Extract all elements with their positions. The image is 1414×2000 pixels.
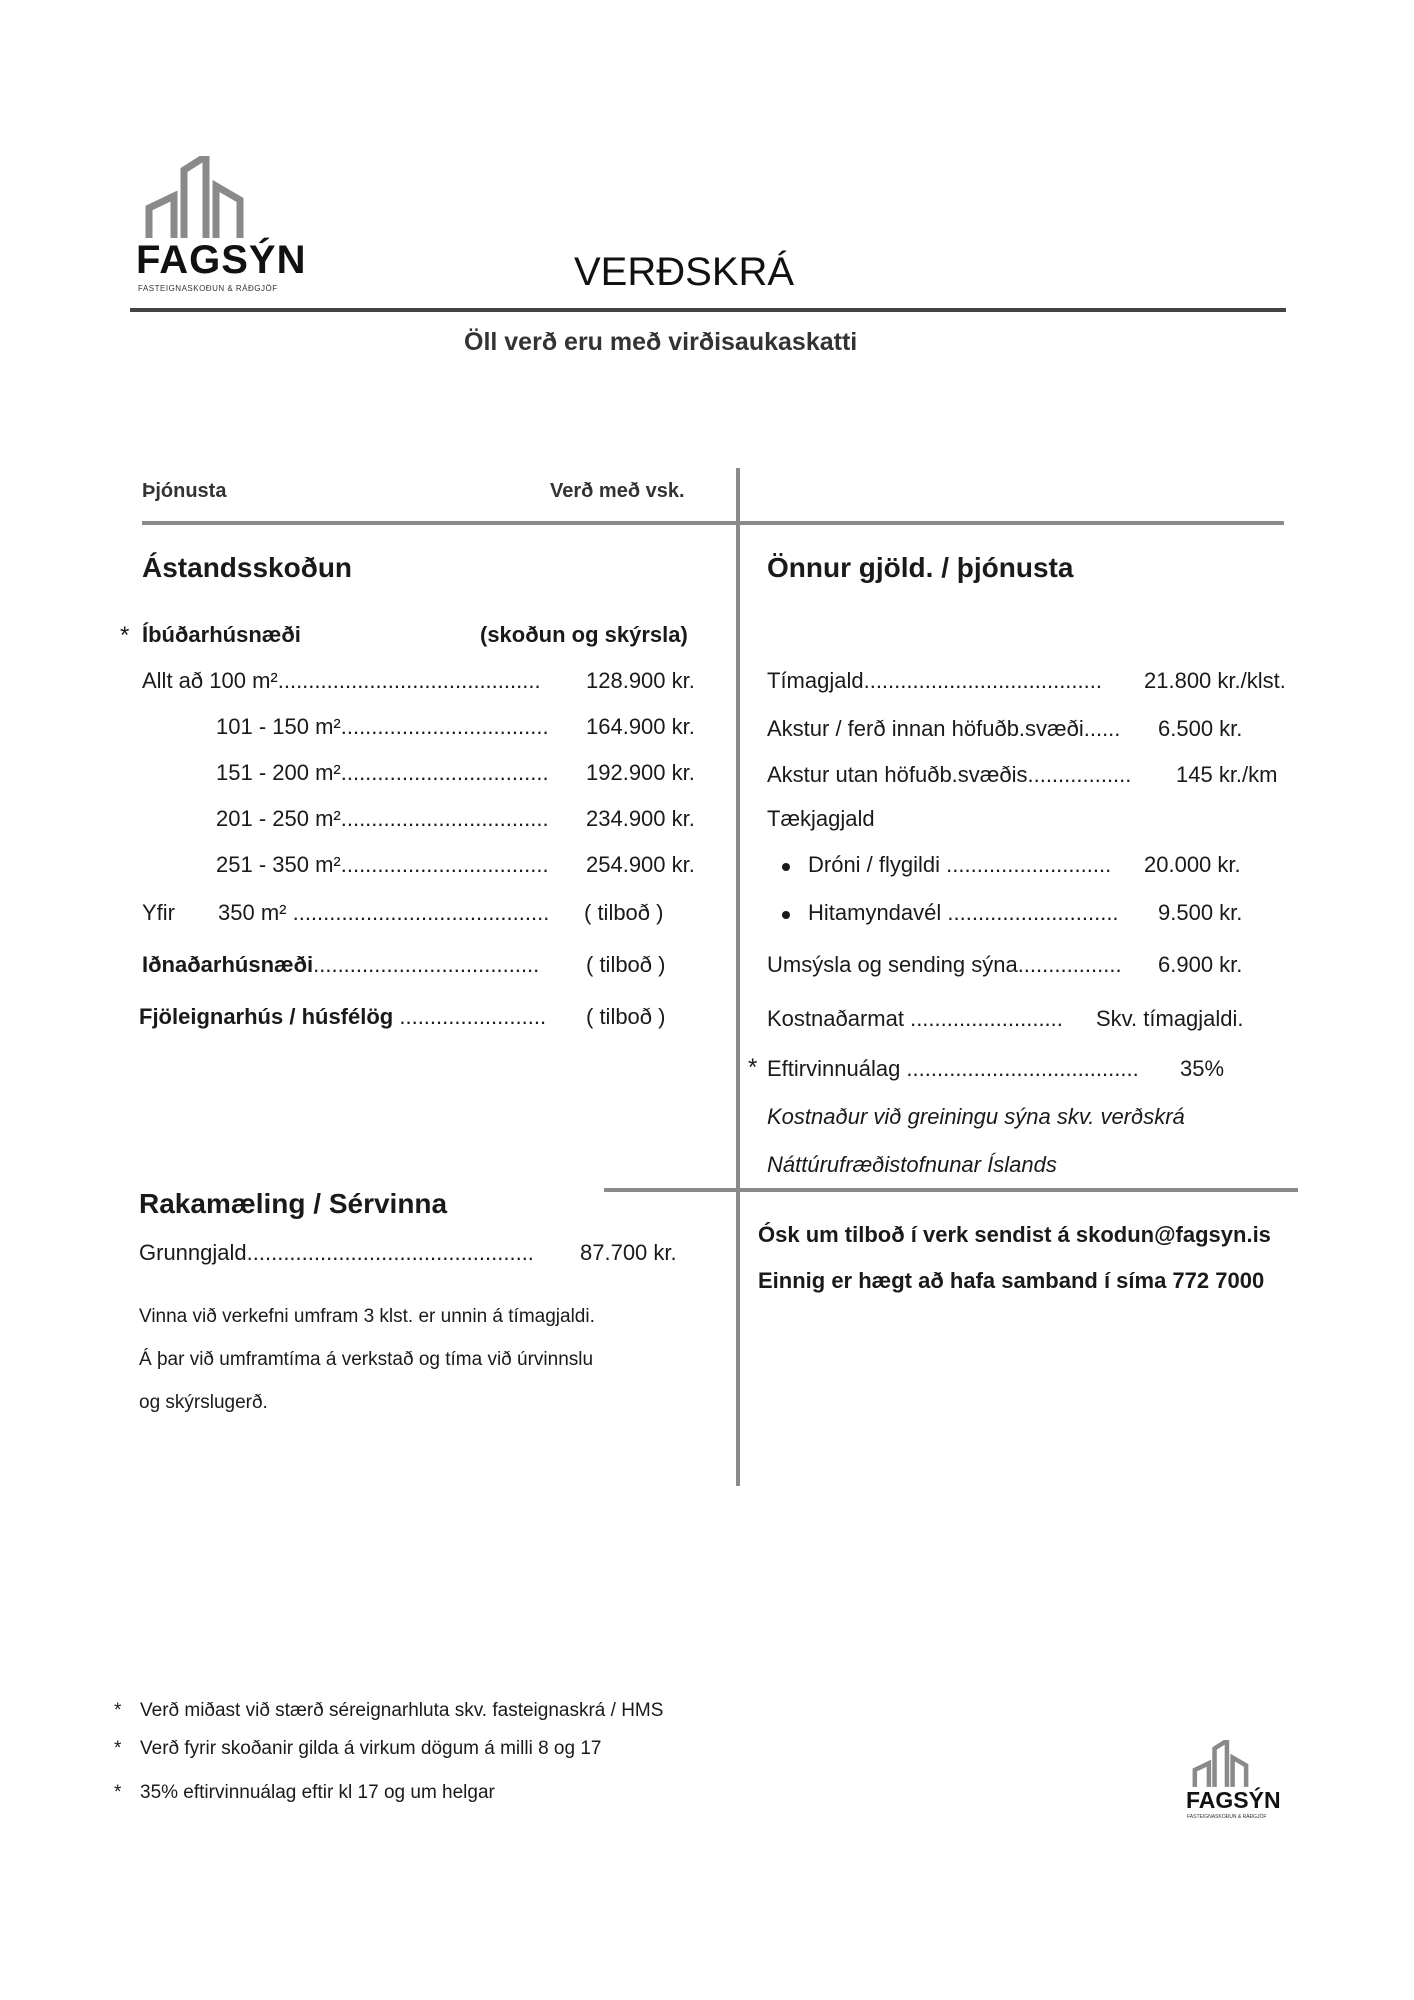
footnote-text: 35% eftirvinnuálag eftir kl 17 og um helgar: [140, 1782, 495, 1803]
logo-text: FAGSÝN: [136, 238, 307, 282]
footnote-star: *: [114, 1782, 122, 1803]
price-row: Fjöleignarhús / húsfélög ........................: [139, 1004, 547, 1029]
price-row: Iðnaðarhúsnæði.....................................: [142, 952, 540, 977]
price-row-value: Skv. tímagjaldi.: [1096, 1006, 1244, 1031]
contact-rule: [604, 1188, 1298, 1192]
price-row-value: 254.900 kr.: [586, 852, 695, 877]
price-row-label: Tímagjald: [767, 668, 864, 693]
column-header-price: Verð með vsk.: [550, 480, 685, 502]
footnote-star: *: [114, 1700, 122, 1721]
price-row-value: ( tilboð ): [584, 900, 664, 925]
contact-line: Einnig er hægt að hafa samband í síma 772 7000: [758, 1268, 1265, 1293]
price-row-value: 35%: [1180, 1056, 1225, 1081]
price-row-label: Grunngjald: [139, 1240, 247, 1265]
section-title-moisture: Rakamæling / Sérvinna: [139, 1188, 448, 1219]
note-line: og skýrslugerð.: [139, 1392, 268, 1413]
price-row: 201 - 250 m²..................................: [216, 806, 549, 831]
overtime-star: *: [748, 1054, 758, 1081]
residential-label: Íbúðarhúsnæði: [142, 622, 301, 647]
analysis-note: Kostnaður við greiningu sýna skv. verðskrá: [767, 1104, 1185, 1129]
price-row-value: 20.000 kr.: [1144, 852, 1241, 877]
price-row: Allt að 100 m²...........................................: [142, 668, 541, 693]
footnote: [114, 1738, 601, 1760]
price-row-value: 6.900 kr.: [1158, 952, 1243, 977]
footnote: [114, 1700, 663, 1722]
price-row: 151 - 200 m²..................................: [216, 760, 549, 785]
price-row: Kostnaðarmat .........................: [767, 1006, 1063, 1031]
price-row: Akstur / ferð innan höfuðb.svæði......: [767, 716, 1121, 741]
section-title-inspection: Ástandsskoðun: [142, 552, 353, 583]
price-row: Hitamyndavél ............................: [808, 900, 1119, 925]
price-row-value: ( tilboð ): [586, 952, 666, 977]
header-rule: [130, 308, 1286, 312]
price-row-label: Kostnaðarmat: [767, 1006, 904, 1031]
footnote: [114, 1782, 495, 1804]
equipment-label: Tækjagjald: [767, 806, 875, 831]
price-row: Akstur utan höfuðb.svæðis.................: [767, 762, 1132, 787]
logo-subtext: FASTEIGNASKOÐUN & RÁÐGJÖF: [138, 284, 278, 293]
brand-logo: [136, 156, 306, 291]
price-row: Eftirvinnuálag ......................................: [767, 1056, 1139, 1081]
price-row-value: 87.700 kr.: [580, 1240, 677, 1265]
price-row-label: 251 - 350 m²: [216, 852, 341, 877]
price-row-value: 234.900 kr.: [586, 806, 695, 831]
page-title: VERÐSKRÁ: [574, 250, 795, 294]
price-row-label: Akstur / ferð innan höfuðb.svæði: [767, 716, 1084, 741]
residential-star: *: [120, 622, 130, 649]
footnote-text: Verð fyrir skoðanir gilda á virkum dögum á milli 8 og 17: [140, 1738, 602, 1759]
price-row: 101 - 150 m²..................................: [216, 714, 549, 739]
column-header-rule: [142, 521, 1284, 525]
price-row-value: 164.900 kr.: [586, 714, 695, 739]
bullet-icon: [782, 911, 790, 919]
contact-line: Ósk um tilboð í verk sendist á skodun@fagsyn.is: [758, 1222, 1271, 1247]
price-row-label: 201 - 250 m²: [216, 806, 341, 831]
section-title-other: Önnur gjöld. / þjónusta: [767, 552, 1074, 583]
price-row-value: 21.800 kr./klst.: [1144, 668, 1286, 693]
price-row: 251 - 350 m²..................................: [216, 852, 549, 877]
footer-logo: [1186, 1740, 1296, 1830]
price-row-value: 6.500 kr.: [1158, 716, 1243, 741]
price-row-label: Allt að 100 m²: [142, 668, 278, 693]
price-row-value: 9.500 kr.: [1158, 900, 1243, 925]
over-prefix: Yfir: [142, 900, 175, 925]
price-row-label: Eftirvinnuálag: [767, 1056, 901, 1081]
price-row-label: Akstur utan höfuðb.svæðis: [767, 762, 1028, 787]
price-row-label: 350 m²: [218, 900, 287, 925]
price-row: Grunngjald...............................................: [139, 1240, 534, 1265]
building-logo-icon: [1192, 1740, 1254, 1792]
logo-subtext: FASTEIGNASKOÐUN & RÁÐGJÖF: [1187, 1814, 1267, 1820]
price-row: Dróni / flygildi ...........................: [808, 852, 1112, 877]
price-row: Umsýsla og sending sýna.................: [767, 952, 1122, 977]
page-subtitle: Öll verð eru með virðisaukaskatti: [464, 328, 858, 356]
price-row-value: 192.900 kr.: [586, 760, 695, 785]
price-row-label: Fjöleignarhús / húsfélög: [139, 1004, 394, 1029]
price-row-label: Iðnaðarhúsnæði: [142, 952, 314, 977]
logo-text: FAGSÝN: [1186, 1787, 1281, 1813]
analysis-note: Náttúrufræðistofnunar Íslands: [767, 1152, 1057, 1177]
price-row-value: 128.900 kr.: [586, 668, 695, 693]
note-line: Vinna við verkefni umfram 3 klst. er unnin á tímagjaldi.: [139, 1306, 595, 1327]
price-row: 350 m² ..........................................: [218, 900, 550, 925]
price-row-label: 151 - 200 m²: [216, 760, 341, 785]
price-row-label: Umsýsla og sending sýna: [767, 952, 1018, 977]
price-row-label: Dróni / flygildi: [808, 852, 941, 877]
price-row: Tímagjald.......................................: [767, 668, 1102, 693]
footnote-star: *: [114, 1738, 122, 1759]
column-header-service: Þjónusta: [142, 480, 227, 502]
bullet-icon: [782, 863, 790, 871]
building-logo-icon: [144, 156, 254, 246]
price-row-label: Hitamyndavél: [808, 900, 942, 925]
price-row-label: 101 - 150 m²: [216, 714, 341, 739]
note-line: Á þar við umframtíma á verkstað og tíma við úrvinnslu: [139, 1349, 594, 1370]
footnote-text: Verð miðast við stærð séreignarhluta skv. fasteignaskrá / HMS: [140, 1700, 664, 1721]
column-divider: [736, 468, 740, 1486]
price-row-value: ( tilboð ): [586, 1004, 666, 1029]
residential-note: (skoðun og skýrsla): [480, 622, 688, 647]
price-row-value: 145 kr./km: [1176, 762, 1278, 787]
